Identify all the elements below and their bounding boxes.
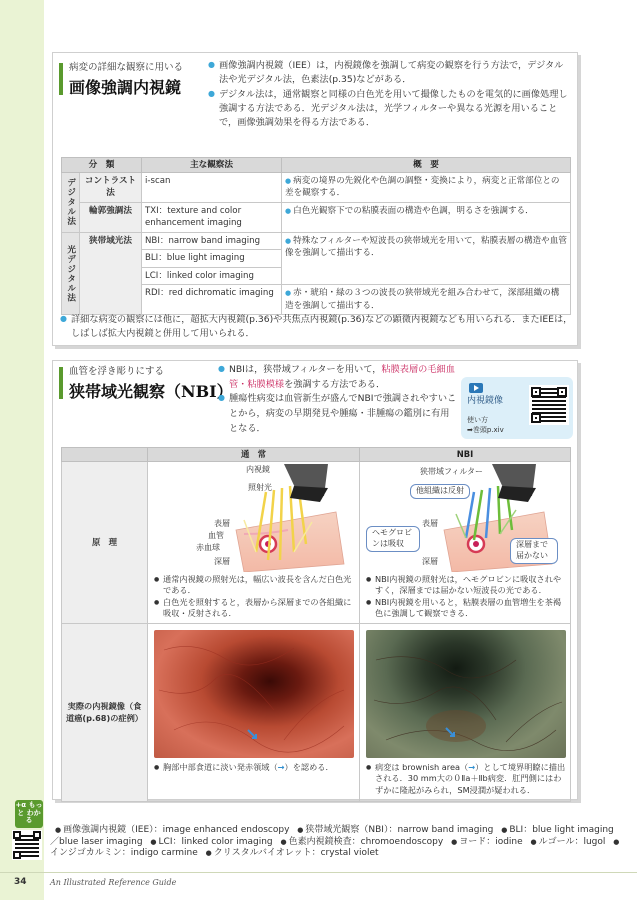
- glossary-item: ● LCI：linked color imaging: [145, 837, 272, 847]
- label-deep: 深層: [214, 557, 230, 566]
- col-header-normal: 通 常: [148, 448, 360, 462]
- label-scope: 内視鏡: [246, 465, 270, 474]
- section-iee: [52, 52, 578, 346]
- normal-light-diagram: [148, 464, 358, 572]
- label-deep: 深層: [422, 557, 438, 566]
- label-superficial: 表層: [422, 519, 438, 528]
- play-icon: [469, 383, 483, 393]
- section-eyebrow: 病変の詳細な観察に用いる: [69, 62, 184, 73]
- table-cell-method: TXI：texture and color enhancement imaging: [142, 202, 282, 232]
- label-superficial: 表層: [214, 519, 230, 528]
- glossary-item: ／blue laser imaging: [50, 836, 143, 847]
- side-stripe: [0, 0, 44, 900]
- glossary-item: ● 色素内視鏡検査：chromoendoscopy: [276, 837, 444, 847]
- summary-text: 白色光観察下での粘膜表面の構造や色調，明るさを強調する．: [293, 205, 534, 216]
- col-header-category: 分 類: [62, 158, 142, 173]
- glossary-item: ● 画像強調内視鏡（IEE）：image enhanced endoscopy: [50, 825, 289, 835]
- glossary-item: ● BLI：blue light imaging: [496, 825, 614, 835]
- label-light: 照射光: [248, 483, 272, 492]
- table-cell-category: 輪郭強調法: [80, 202, 142, 232]
- iee-note: [60, 313, 575, 342]
- group-optical: 光デジタル法: [62, 232, 80, 314]
- section-eyebrow: 血管を浮き彫りにする: [69, 366, 165, 377]
- nbi-bullets: [218, 363, 458, 437]
- label-hb: ヘモグロビンは吸収: [366, 526, 420, 552]
- principle-nbi-item: ● NBI内視鏡を用いると，粘膜表層の血管増生を茶褐色に強調して観察できる．: [366, 597, 566, 620]
- plus-alpha-badge: +α もっと わかる: [15, 800, 43, 828]
- table-cell-method: LCI：linked color imaging: [142, 267, 282, 284]
- row-header-images: 実際の内視鏡像（食道癌(p.68)の症例）: [62, 624, 148, 802]
- arrow-icon: →: [468, 762, 476, 772]
- summary-text: 特殊なフィルターや短波長の狭帯域光を用いて，粘膜表層の構造や血管像を強調して描出する．: [285, 235, 567, 259]
- table-cell-summary: ● 特殊なフィルターや短波長の狭帯域光を用いて，粘膜表層の構造や血管像を強調して描出する．: [282, 232, 571, 284]
- principle-normal-item: ● 通常内視鏡の照射光は，幅広い波長を含んだ白色光である．: [154, 574, 354, 597]
- image-nbi-caption-item: [366, 762, 568, 796]
- table-cell-summary: ● 病変の境界の先鋭化や色調の調整・変換により，病変と正常部位との差を観察する．: [282, 173, 571, 203]
- video-ref: ➡巻頭p.xiv: [467, 426, 504, 434]
- caption-text: 胸部中部食道に淡い発赤領域（: [163, 762, 278, 772]
- footer-qr-code-icon[interactable]: [12, 830, 42, 860]
- principle-normal-text: [154, 574, 354, 620]
- label-rbc: 赤血球: [196, 543, 220, 552]
- table-cell-method: NBI：narrow band imaging: [142, 232, 282, 249]
- iee-bullet: ● デジタル法は，通常観察と同様の白色光を用いて撮像したものを電気的に画像処理し強調する方法である．光デジタル法は，光学フィルターや異なる光源を用いることで，画像強調効果を得る方法である．: [208, 88, 570, 131]
- col-header-summary: 概 要: [282, 158, 571, 173]
- glossary: [50, 825, 625, 860]
- glossary-item: ● 狭帯域光観察（NBI）：narrow band imaging: [292, 825, 493, 835]
- summary-text: 病変の境界の先鋭化や色調の調整・変換により，病変と正常部位との差を観察する．: [285, 176, 560, 199]
- endoscopy-nbi-image: [366, 630, 566, 758]
- iee-bullet: ● 画像強調内視鏡（IEE）は，内視鏡像を強調して病変の観察を行う方法で，デジタル法や光デジタル法，色素法(p.35)などがある．: [208, 59, 570, 88]
- image-nbi-caption: [366, 762, 568, 796]
- table-cell-method: BLI：blue light imaging: [142, 250, 282, 267]
- caption-text: 病変は brownish area（: [375, 762, 469, 772]
- footer-rule: [0, 872, 637, 873]
- table-cell-category: コントラスト法: [80, 173, 142, 203]
- table-cell-category: 狭帯域光法: [80, 232, 142, 314]
- principle-normal-cell: [148, 462, 360, 624]
- iee-table: [61, 157, 571, 315]
- heading-bar: [59, 63, 63, 95]
- table-cell-summary: ● 赤・琥珀・緑の３つの波長の狭帯域光を組み合わせて，深部組織の構造を強調して描出する．: [282, 285, 571, 315]
- principle-nbi-item: ● NBI内視鏡の照射光は，ヘモグロビンに吸収されやすく，深層までは届かない短波長の光である．: [366, 574, 566, 597]
- page-number: 34: [14, 877, 27, 887]
- guide-title: An Illustrated Reference Guide: [50, 878, 177, 887]
- glossary-item: ● ルゴール：lugol: [526, 837, 606, 847]
- glossary-item: ● クリスタルバイオレット：crystal violet: [201, 848, 379, 858]
- iee-bullets: [208, 59, 570, 130]
- glossary-item: ● ヨード：iodine: [446, 837, 523, 847]
- section-nbi: [52, 360, 578, 800]
- caption-text: ）を認める．: [284, 762, 334, 772]
- principle-nbi-cell: [360, 462, 571, 624]
- nbi-bullet-text: を強調する方法である．: [284, 378, 386, 390]
- table-cell-method: i-scan: [142, 173, 282, 203]
- table-cell-method: RDI：red dichromatic imaging: [142, 285, 282, 315]
- video-howto: 使い方: [467, 416, 488, 424]
- label-vessel: 血管: [208, 531, 224, 540]
- nbi-bullet: [218, 363, 458, 392]
- nbi-highlight: 粘膜表層の毛細血管・粘膜模様: [229, 364, 455, 390]
- image-normal-cell: [148, 624, 360, 802]
- section-title: 狭帯域光観察（NBI）: [69, 382, 233, 401]
- row-header-principle: 原 理: [62, 462, 148, 624]
- col-header-method: 主な観察法: [142, 158, 282, 173]
- video-label: 内視鏡像: [467, 396, 504, 406]
- endoscopy-normal-image: [154, 630, 354, 758]
- summary-text: 赤・琥珀・緑の３つの波長の狭帯域光を組み合わせて，深部組織の構造を強調して描出する．: [285, 288, 560, 311]
- label-noreach: 深層まで届かない: [510, 538, 558, 564]
- heading-bar: [59, 367, 63, 399]
- label-reflect: 他組織は反射: [410, 484, 470, 499]
- arrow-icon: →: [277, 762, 285, 772]
- group-digital: デジタル法: [62, 173, 80, 233]
- label-filter: 狭帯域フィルター: [420, 467, 484, 476]
- qr-code-icon[interactable]: [529, 385, 569, 425]
- nbi-bullet-text: NBIは，狭帯域フィルターを用いて，: [229, 364, 382, 375]
- principle-normal-item: ● 白色光を照射すると，表層から深層までの各組織に吸収・反射される．: [154, 597, 354, 620]
- nbi-table: [61, 447, 571, 802]
- video-badge[interactable]: [461, 377, 573, 439]
- iee-note-text: ● 詳細な病変の観察には他に，超拡大内視鏡(p.36)や共焦点内視鏡(p.36)などの顕微内視鏡なども用いられる．またIEEは，しばしば拡大内視鏡と併用して用いられる．: [60, 313, 575, 342]
- table-cell-summary: ● 白色光観察下での粘膜表面の構造や色調，明るさを強調する．: [282, 202, 571, 232]
- col-header-nbi: NBI: [360, 448, 571, 462]
- nbi-bullet: ● 腫瘍性病変は血管新生が盛んでNBIで強調されやすいことから，病変の早期発見や腫瘍・非腫瘍の鑑別に有用となる．: [218, 392, 458, 436]
- image-nbi-cell: [360, 624, 571, 802]
- section-title: 画像強調内視鏡: [69, 78, 182, 97]
- image-normal-caption-item: [154, 762, 356, 773]
- principle-nbi-text: [366, 574, 566, 620]
- caption-text: ）として境界明瞭に描出される．30 mm大の０Ⅱa＋Ⅱb病変．肛門側にはわずかに隆起がみられ，SM浸潤が疑われる．: [375, 762, 566, 795]
- image-normal-caption: [154, 762, 356, 773]
- glossary-item: ● インジゴカルミン：indigo carmine: [50, 837, 621, 859]
